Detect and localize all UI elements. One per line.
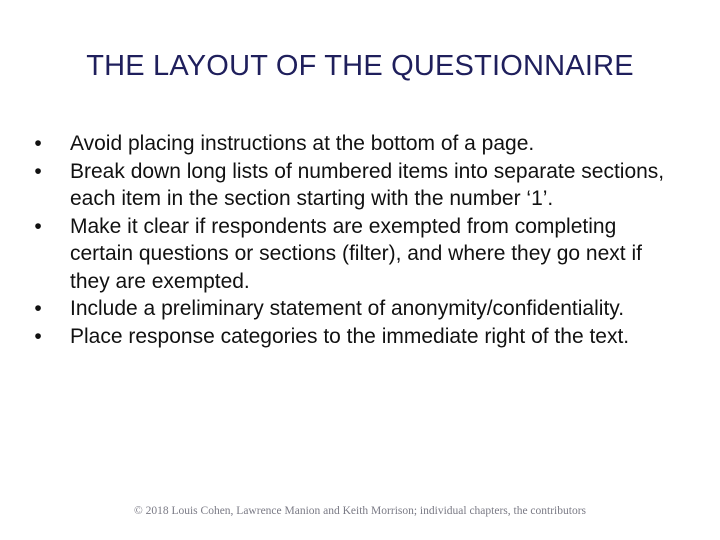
bullet-item [24,213,674,296]
bullet-text: Place response categories to the immediate right of the text. [70,324,630,348]
bullet-item [24,295,674,323]
bullet-item [24,158,674,213]
slide-title: THE LAYOUT OF THE QUESTIONNAIRE [86,50,634,82]
bullet-icon: • [34,324,42,348]
bullet-icon: • [34,214,42,238]
copyright-footer: © 2018 Louis Cohen, Lawrence Manion and Keith Morrison; individual chapters, the contributors [133,505,587,517]
bullet-icon: • [34,297,42,320]
bullet-list [24,130,674,350]
bullet-item [24,130,674,158]
bullet-item [24,323,674,351]
bullet-text: Make it clear if respondents are exempted from completing certain questions or sections (filter), and where they go next if they are exempted. [70,214,642,293]
bullet-text: Include a preliminary statement of anonymity/confidentiality. [70,297,625,320]
bullet-icon: • [34,159,42,183]
bullet-text: Break down long lists of numbered items into separate sections, each item in the section starting with the number ‘1’. [70,159,665,210]
bullet-text: Avoid placing instructions at the bottom of a page. [70,132,535,155]
bullet-icon: • [34,132,42,155]
